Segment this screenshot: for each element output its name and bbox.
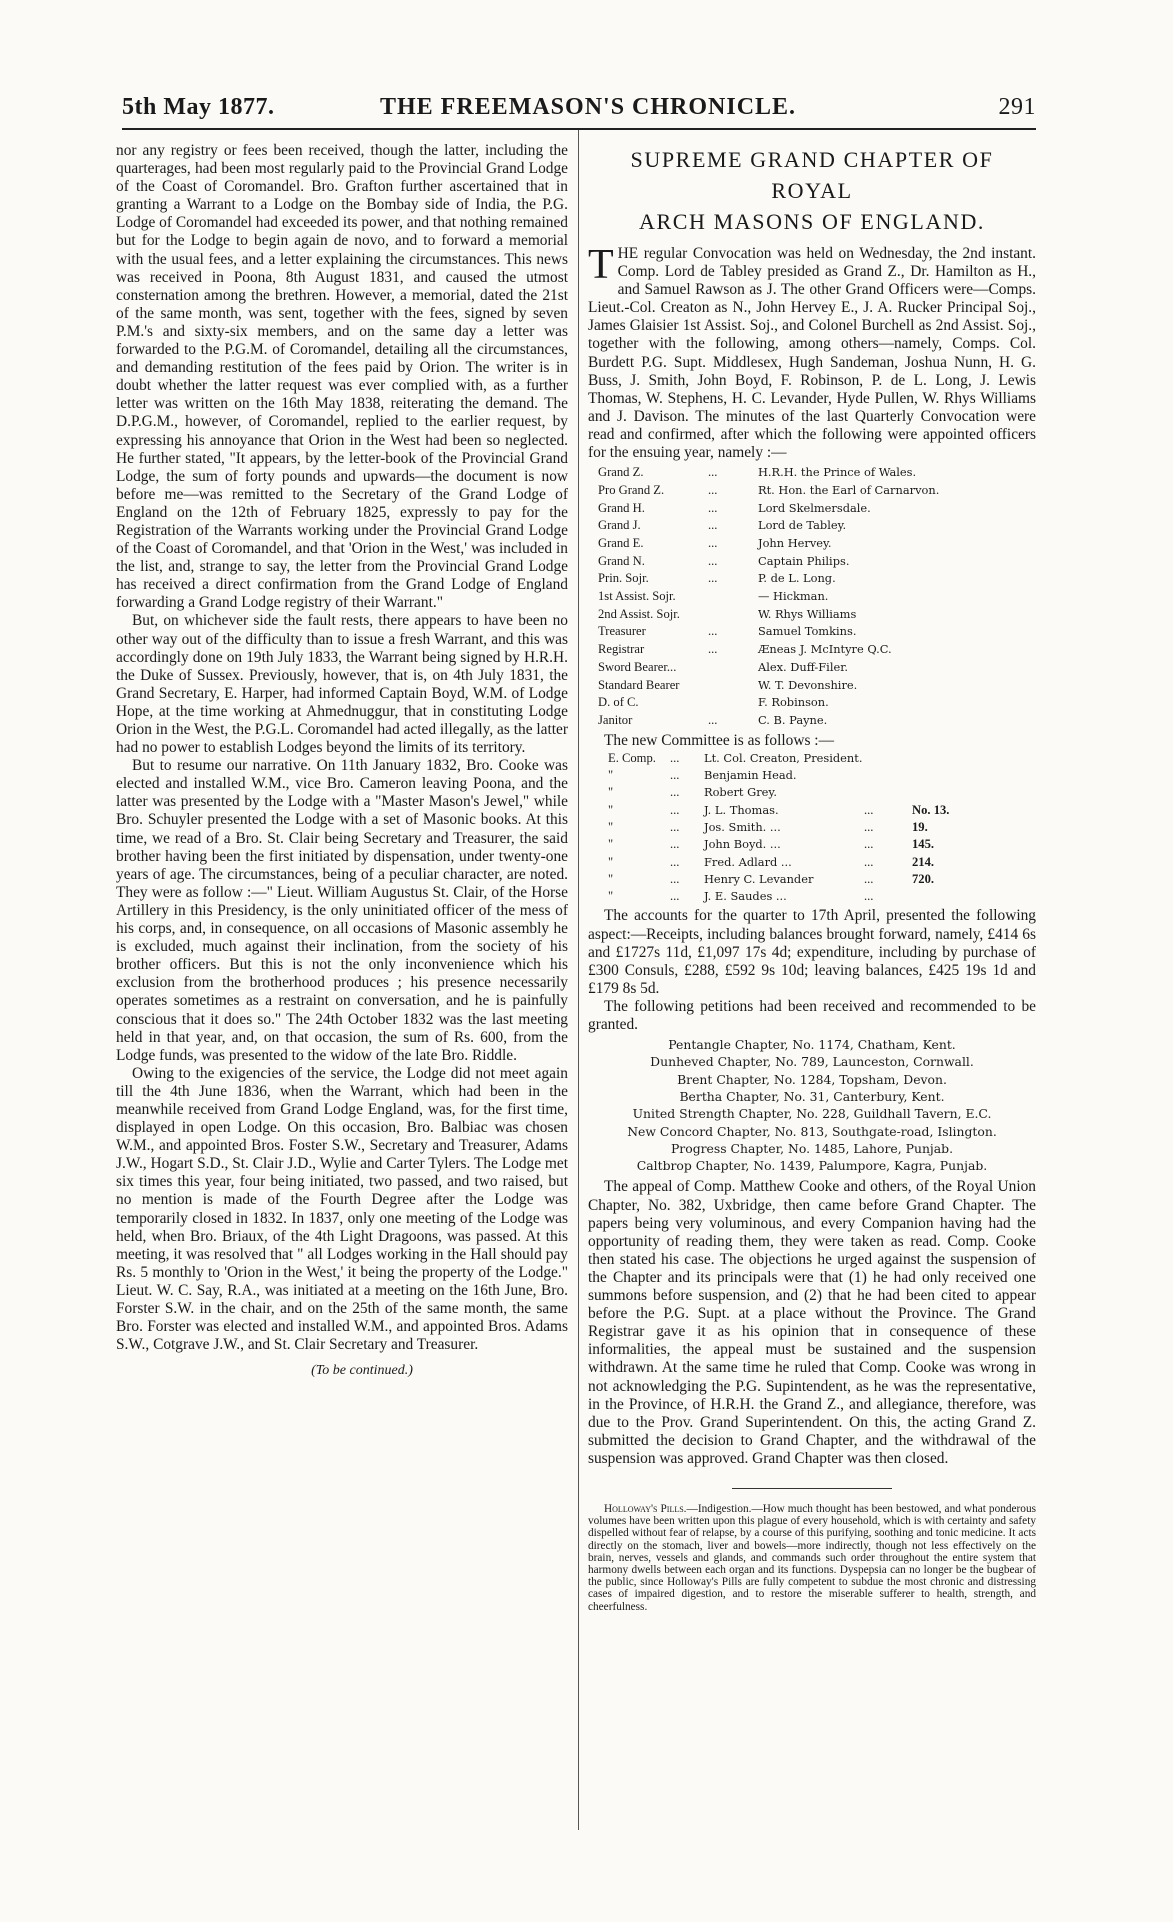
petition-item: Pentangle Chapter, No. 1174, Chatham, Kent. xyxy=(668,1037,956,1053)
committee-dots: ... xyxy=(670,837,680,852)
committee-dots2: ... xyxy=(864,889,874,904)
committee-name: Jos. Smith. ... xyxy=(704,819,781,834)
article-paragraph: But to resume our narrative. On 11th January 1832, Bro. Cooke was elected and installed W.M., vice Bro. Cameron leaving Poona, and the latter was presented by the Lodge with a "Master Mason's Jewel," while Bro. Schuyler presented the Lodge with a set of Masonic books. At this time, we read of a Bro. St. Clair being Secretary and Treasurer, the said brother having been the first initiated by dispensation, under twenty-one years of age. The circumstances, being of a peculiar character, are noted. They were as follow :—" Lieut. William Augustus St. Clair, of the Horse Artillery in this Presidency, is the only uninitiated officer of the mess of his corps, and, in consequence, on all occasions of Masonic assembly he is excluded, much against their inclination, from the society of his brother officers. But this is not the only inconvenience which his exclusion from the brotherhood produces ; his presence necessarily operates sometimes as a restraint on conversation, and he is painfully conscious that it does so." The 24th October 1832 was the last meeting held in that year, and, on that occasion, the sum of Rs. 600, from the Lodge funds, was presented to the widow of the late Bro. Riddle. xyxy=(116,757,568,1064)
officer-office: D. of C. xyxy=(598,695,639,710)
page-number: 291 xyxy=(998,94,1036,120)
officer-office: Grand J. xyxy=(598,518,641,533)
committee-role: " xyxy=(608,889,614,904)
committee-row xyxy=(608,836,949,853)
officer-office: Registrar xyxy=(598,642,645,657)
intro-paragraph xyxy=(588,242,1036,462)
committee-dots2: ... xyxy=(864,854,874,869)
officer-name: Rt. Hon. the Earl of Carnarvon. xyxy=(758,482,940,497)
officer-office: Grand N. xyxy=(598,553,645,568)
officer-office: Sword Bearer... xyxy=(598,659,677,674)
officer-name: Lord Skelmersdale. xyxy=(758,500,871,515)
officer-row xyxy=(598,482,939,500)
intro-text: HE regular Convocation was held on Wednesday, the 2nd instant. Comp. Lord de Tabley presided as Grand Z., Dr. Hamilton as H., and Samuel Rawson as J. The other Grand Officers were—Comps. Lieut.-Col. Creaton as N., John Hervey E., J. A. Rucker Principal Soj., James Glaisier 1st Assist. Soj., and Colonel Burchell as 2nd Assist. Soj., together with the following, among others—namely, Comps. Col. Burdett P.G. Supt. Middlesex, Hugh Sandeman, Joshua Nunn, H. G. Buss, J. Smith, John Boyd, F. Robinson, P. de L. Long, J. Lewis Thomas, W. Stephens, H. C. Levander, Hyde Pullen, W. Rhys Williams and J. Davison. The minutes of the last Quarterly Convocation were read and confirmed, after which the following were appointed officers for the ensuing year, namely :— xyxy=(588,245,1036,462)
committee-dots: ... xyxy=(670,889,680,904)
publication-title: THE FREEMASON'S CHRONICLE. xyxy=(380,94,797,120)
article-paragraph: Owing to the exigencies of the service, the Lodge did not meet again till the 4th June 1836, when the Warrant, which had been in the meanwhile received from Grand Lodge England, was, for the first time, displayed in open Lodge. On this occasion, Bro. Balbiac was chosen W.M., and appointed Bros. Foster S.W., Secretary and Treasurer, Adams J.W., Hogart S.D., St. Clair J.D., Wylie and Carter Tylers. The Lodge met six times this year, four being initiated, two passed, and two raised, but no mention is made of the Fourth Degree after the Lodge was temporarily closed in 1832. In 1837, only one meeting of the Lodge was held, when Bro. Briaux, of the 4th Light Dragoons, was passed. At this meeting, it was resolved that " all Lodges working in the Hall should pay Rs. 5 monthly to 'Orion in the West,' it being the property of the Lodge." Lieut. W. C. Say, R.A., was initiated at a meeting on the 16th June, Bro. Forster S.W. in the chair, and on the 25th of the same month, the same Bro. Forster was elected and installed W.M., and appointed Bros. Adams S.W., Cotgrave J.W., and St. Clair Secretary and Treasurer. xyxy=(116,1064,568,1354)
right-column xyxy=(588,142,1036,1613)
committee-row xyxy=(608,784,949,801)
page-header xyxy=(122,94,1036,128)
issue-date: 5th May 1877. xyxy=(122,94,275,120)
petition-item: Dunheved Chapter, No. 789, Launceston, Cornwall. xyxy=(650,1054,974,1070)
officer-office: Grand H. xyxy=(598,500,645,515)
committee-dots: ... xyxy=(670,802,680,817)
left-column xyxy=(116,142,568,1380)
officer-office: Treasurer xyxy=(598,624,646,639)
officer-dots: ... xyxy=(708,500,718,515)
committee-name: Henry C. Levander xyxy=(704,871,814,886)
committee-row xyxy=(608,819,949,836)
committee-dots2 xyxy=(864,750,912,767)
officer-office: Janitor xyxy=(598,712,633,727)
committee-row xyxy=(608,767,949,784)
officer-office: Prin. Sojr. xyxy=(598,571,649,586)
officer-office: Grand E. xyxy=(598,535,644,550)
section-separator xyxy=(732,1488,892,1489)
committee-name: J. L. Thomas. xyxy=(704,802,779,817)
officer-row xyxy=(598,712,939,730)
officer-name: Lord de Tabley. xyxy=(758,518,847,533)
officer-dots xyxy=(708,677,758,695)
committee-number xyxy=(912,784,949,801)
officer-name: Captain Philips. xyxy=(758,553,850,568)
officer-office: 1st Assist. Sojr. xyxy=(598,589,676,604)
officer-row xyxy=(598,570,939,588)
officer-name: W. Rhys Williams xyxy=(758,606,857,621)
accounts-paragraph: The accounts for the quarter to 17th April, presented the following aspect:—Receipts, including balances brought forward, namely, £414 6s and £1727s 11d, £1,097 17s 4d; expenditure, including by purchase of £300 Consuls, £288, £592 9s 10d; leaving balances, £425 19s 1d and £179 8s 5d. xyxy=(588,907,1036,997)
advertisement xyxy=(588,1503,1036,1613)
committee-dots: ... xyxy=(670,750,680,765)
article-paragraph: But, on whichever side the fault rests, there appears to have been no other way out of the difficulty than to issue a fresh Warrant, and this was accordingly done on 19th July 1833, the Warrant being signed by H.R.H. the Duke of Sussex. Previously, however, that is, on 4th July 1831, the Grand Secretary, E. Harper, had informed Captain Boyd, W.M. of Lodge Hope, at the time working at Ahmednuggur, that in constituting Lodge Orion in the West, the P.G.L. Coromandel had acted illegally, as the latter had no power to establish Lodges beyond the limits of its territory. xyxy=(116,612,568,757)
committee-dots2 xyxy=(864,784,912,801)
committee-dots2: ... xyxy=(864,837,874,852)
officer-row xyxy=(598,606,939,624)
petition-item: Progress Chapter, No. 1485, Lahore, Punjab. xyxy=(670,1140,954,1156)
officer-name: John Hervey. xyxy=(758,535,832,550)
petitions-list xyxy=(588,1036,1036,1174)
officer-name: Samuel Tomkins. xyxy=(758,624,857,639)
committee-number: 145. xyxy=(912,837,935,852)
officer-dots xyxy=(708,694,758,712)
advert-lead: Holloway's Pills. xyxy=(604,1502,687,1515)
committee-dots: ... xyxy=(670,819,680,834)
committee-intro: The new Committee is as follows :— xyxy=(604,731,834,749)
petition-item: United Strength Chapter, No. 228, Guildhall Tavern, E.C. xyxy=(632,1106,992,1122)
petition-item: Bertha Chapter, No. 31, Canterbury, Kent. xyxy=(679,1088,945,1104)
officer-row xyxy=(598,500,939,518)
officer-name: H.R.H. the Prince of Wales. xyxy=(758,465,917,480)
officer-dots: ... xyxy=(708,624,718,639)
committee-role: " xyxy=(608,837,614,852)
committee-dots2: ... xyxy=(864,871,874,886)
article-headline xyxy=(588,144,1036,237)
committee-role: " xyxy=(608,854,614,869)
committee-dots2 xyxy=(864,767,912,784)
headline-line: SUPREME GRAND CHAPTER OF ROYAL xyxy=(630,147,994,203)
officer-dots: ... xyxy=(708,712,718,727)
officer-row xyxy=(598,464,939,482)
headline-line: ARCH MASONS OF ENGLAND. xyxy=(638,209,986,234)
committee-role: " xyxy=(608,871,614,886)
committee-row xyxy=(608,871,949,888)
petitions-intro: The following petitions had been received and recommended to be granted. xyxy=(588,997,1036,1033)
committee-number xyxy=(912,750,949,767)
header-rule xyxy=(122,128,1036,130)
officer-name: — Hickman. xyxy=(758,589,829,604)
committee-dots: ... xyxy=(670,768,680,783)
officer-row xyxy=(598,535,939,553)
committee-name: J. E. Saudes ... xyxy=(704,889,787,904)
appeal-paragraph: The appeal of Comp. Matthew Cooke and others, of the Royal Union Chapter, No. 382, Uxbridge, then came before Grand Chapter. The papers being very voluminous, and every Companion having had the opportunity of reading them, they were taken as read. Comp. Cooke then stated his case. The objections he urged against the suspension of the Chapter and its principals were that (1) he had only received one summons before suspension, and (2) that he had been cited to appear before the P.G. Supt. at a place without the Province. The Grand Registrar gave it as his opinion that in consequence of these informalities, the appeal must be sustained and the suspension withdrawn. At the same time he ruled that Comp. Cooke was wrong in not acknowledging the P.G. Supintendent, as he was the representative, in the Province, of H.R.H. the Grand Z., and allegiance, therefore, was due to the Prov. Grand Superintendent. On this, the acting Grand Z. submitted the decision to Grand Chapter, and the withdrawal of the suspension was approved. Grand Chapter was then closed. xyxy=(588,1178,1036,1467)
officer-dots xyxy=(708,606,758,624)
officer-row xyxy=(598,641,939,659)
officer-dots: ... xyxy=(708,518,718,533)
officer-row xyxy=(598,553,939,571)
officer-dots xyxy=(708,588,758,606)
committee-name: John Boyd. ... xyxy=(704,837,781,852)
officers-list xyxy=(598,464,939,730)
advert-text: —Indigestion.—How much thought has been bestowed, and what ponderous volumes have been written upon this plague of every household, which is with certainty and safety dispelled without fear of relapse, by a course of this purifying, soothing and tonic medicine. It acts directly on the stomach, liver and bowels—more indirectly, though not less effectively on the brain, nerves, vessels and glands, and commands such order throughout the entire system that harmony dwells between each organ and its functions. Dyspepsia can no longer be the bugbear of the public, since Holloway's Pills are fully competent to subdue the most chronic and distressing cases of impaired digestion, and to restore the miserable sufferer to health, strength, and cheerfulness. xyxy=(588,1502,1036,1613)
officer-row xyxy=(598,659,939,677)
committee-dots: ... xyxy=(670,785,680,800)
column-divider xyxy=(578,130,579,1830)
committee-role: " xyxy=(608,785,614,800)
committee-row xyxy=(608,750,949,767)
committee-row xyxy=(608,854,949,871)
officer-name: Æneas J. McIntyre Q.C. xyxy=(758,642,892,657)
committee-number: 19. xyxy=(912,819,928,834)
committee-number: 214. xyxy=(912,854,935,869)
committee-role: E. Comp. xyxy=(608,750,656,765)
committee-number xyxy=(912,767,949,784)
committee-row xyxy=(608,888,949,905)
committee-dots: ... xyxy=(670,871,680,886)
committee-number: 720. xyxy=(912,871,935,886)
officer-office: 2nd Assist. Sojr. xyxy=(598,606,680,621)
officer-row xyxy=(598,623,939,641)
drop-cap: T xyxy=(588,242,614,288)
committee-name: Fred. Adlard ... xyxy=(704,854,792,869)
committee-dots2: ... xyxy=(864,802,874,817)
officer-name: C. B. Payne. xyxy=(758,712,828,727)
committee-dots2: ... xyxy=(864,819,874,834)
officer-row xyxy=(598,588,939,606)
petition-item: New Concord Chapter, No. 813, Southgate-road, Islington. xyxy=(627,1123,997,1139)
committee-list xyxy=(608,750,949,906)
committee-role: " xyxy=(608,802,614,817)
officer-name: Alex. Duff-Filer. xyxy=(758,659,849,674)
officer-name: W. T. Devonshire. xyxy=(758,677,858,692)
committee-number xyxy=(912,888,949,905)
officer-office: Grand Z. xyxy=(598,465,644,480)
officer-name: P. de L. Long. xyxy=(758,571,836,586)
committee-name: Robert Grey. xyxy=(704,785,777,800)
petition-item: Caltbrop Chapter, No. 1439, Palumpore, Kagra, Punjab. xyxy=(636,1158,988,1174)
petition-item: Brent Chapter, No. 1284, Topsham, Devon. xyxy=(677,1071,947,1087)
continued-note: (To be continued.) xyxy=(311,1363,413,1379)
committee-name: Benjamin Head. xyxy=(704,768,797,783)
officer-row xyxy=(598,677,939,695)
committee-number: No. 13. xyxy=(912,802,950,817)
officer-dots xyxy=(708,659,758,677)
article-paragraph: nor any registry or fees been received, though the latter, including the quarterages, had been most regularly paid to the Provincial Grand Lodge of the Coast of Coromandel. Bro. Grafton further ascertained that in granting a Warrant to a Lodge on the Bombay side of India, the P.G. Lodge of Coromandel had exceeded its power, and that nothing remained but for the Lodge to begin again de novo, and to forward a memorial with the usual fees, and a letter explaining the circumstances. This news was received in Poona, 8th August 1831, and caused the utmost consternation among the brethren. However, a memorial, dated the 21st of the same month, was sent, together with the fees, signed by seven P.M.'s and sixty-six members, and on the same day a letter was forwarded to the P.G.M. of Coromandel, detailing all the circumstances, and demanding restitution of the fees paid by Orion. The writer is in doubt whether the latter request was ever complied with, as a further letter was written on the 16th May 1838, reiterating the demand. The D.P.G.M., however, of Coromandel, replied to the earlier request, by expressing his annoyance that Orion in the West had been so neglected. He further stated, "It appears, by the letter-book of the Provincial Grand Lodge, the sum of forty pounds and upwards—the document is now before me—was remitted to the Secretary of the Grand Lodge of England on the 12th of February 1825, expressly to pay for the Registration of the Warrants working under the Provincial Grand Lodge of the Coast of Coromandel, and that 'Orion in the West,' was included in the list, and, strange to say, the letter from the Provincial Grand Lodge has received a direct confirmation from the Grand Lodge of England forwarding a Grand Lodge registry of their Warrant." xyxy=(116,142,568,612)
committee-role: " xyxy=(608,819,614,834)
committee-dots: ... xyxy=(670,854,680,869)
committee-role: " xyxy=(608,768,614,783)
officer-office: Pro Grand Z. xyxy=(598,482,665,497)
officer-dots: ... xyxy=(708,482,718,497)
committee-name: Lt. Col. Creaton, President. xyxy=(704,750,863,765)
officer-row xyxy=(598,517,939,535)
officer-dots: ... xyxy=(708,642,718,657)
officer-dots: ... xyxy=(708,465,718,480)
officer-name: F. Robinson. xyxy=(758,695,829,710)
officer-office: Standard Bearer xyxy=(598,677,680,692)
officer-row xyxy=(598,694,939,712)
officer-dots: ... xyxy=(708,571,718,586)
officer-dots: ... xyxy=(708,535,718,550)
officer-dots: ... xyxy=(708,553,718,568)
committee-row xyxy=(608,802,949,819)
